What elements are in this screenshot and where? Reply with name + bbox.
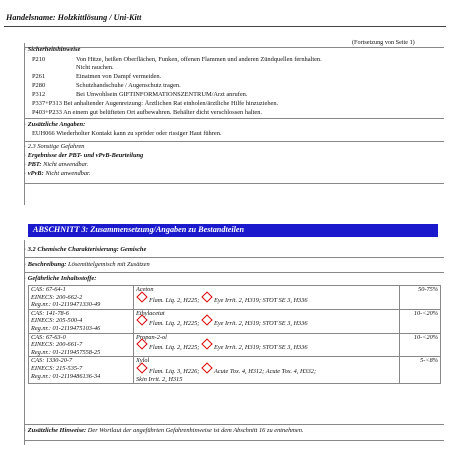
substance-cell [134,333,400,357]
hazardous-ingredients-title: Gefährliche Inhaltsstoffe: [27,275,97,282]
hazard-line [136,341,397,352]
extra-heading: · Zusätzliche Angaben: [24,121,86,128]
hazard-line [136,294,397,305]
cas-number: CAS: 67-64-1 [31,286,66,293]
hazard-line [136,317,397,328]
description: · Beschreibung: Lösemittelgemisch mit Zusätzen [24,261,150,268]
pbt-assessment: · Ergebnisse der PBT- und vPvB-Beurteilung [24,152,144,159]
divider [24,424,444,425]
id-cell [29,357,134,384]
table-row [29,286,441,310]
id-cell [29,333,134,357]
substance-cell [134,357,400,384]
substance-cell [134,286,400,310]
einecs-number: EINECS: 215-535-7 [31,364,83,372]
id-cell [29,309,134,333]
hazard-class: Flam. Liq. 2, H225; [149,320,200,328]
substance-name: Ethylacetat [136,309,165,317]
hazard-class: Eye Irrit. 2, H319; STOT SE 3, H336 [213,344,308,352]
reg-number: Reg.nr.: 01-2119471330-49 [31,301,101,309]
safety-code: P261 [32,73,46,80]
page-header [0,0,450,33]
reg-number: Reg.nr.: 01-2119457558-25 [31,348,101,356]
flame-icon [136,315,147,326]
notes-label: Zusätzliche Hinweise: [27,427,87,434]
exclamation-icon [201,315,212,326]
ingredients-table [28,285,441,384]
safety-text: Einatmen von Dampf vermeiden. [76,73,162,80]
vpvb-label: vPvB: [27,170,44,177]
safety-heading: · Sicherheitshinweise [24,46,81,53]
table-row [29,333,441,357]
divider [24,440,444,441]
divider [24,257,444,258]
cas-number: CAS: 1330-20-7 [31,357,73,365]
pbt-line: · PBT: Nicht anwendbar. [24,161,89,168]
trade-name: Handelsname: Holzkittlösung / Uni-Kitt [6,13,142,22]
section3-banner [28,224,438,237]
pbt-label: PBT: [27,161,42,168]
divider [24,118,444,119]
cas-number: CAS: 67-63-0 [31,333,66,341]
pbt-value: Nicht anwendbar. [43,161,89,168]
hazard-class: Skin Irrit. 2, H315 [136,375,183,383]
divider [24,272,444,273]
exclamation-icon [201,362,212,373]
chem-char: · 3.2 Chemische Charakterisierung: Gemische [24,246,147,253]
substance-name: Xylol [136,357,150,365]
exclamation-icon [201,338,212,349]
vpvb-value: Nicht anwendbar. [45,170,91,177]
einecs-number: EINECS: 205-500-4 [31,317,83,325]
hazard-class: Flam. Liq. 2, H225; [149,344,200,352]
hazard-class: Eye Irrit. 2, H319; STOT SE 3, H336 [213,296,308,304]
table-row [29,357,441,384]
concentration: 5-<8% [400,357,441,384]
hazard-line [136,365,397,376]
safety-text: Schutzhandschuhe / Augenschutz tragen. [76,82,181,89]
safety-code: P210 [32,56,46,63]
substance-name: Propan-2-ol [136,333,167,341]
extra-text: EUH066 Wiederholter Kontakt kann zu spröder oder rissiger Haut führen. [32,130,222,137]
extra-heading-text: Zusätzliche Angaben: [27,121,86,128]
exclamation-icon [201,291,212,302]
safety-text: Nicht rauchen. [76,64,114,71]
section3-title: ABSCHNITT 3: Zusammensetzung/Angaben zu Bestandteilen [33,225,245,234]
divider [24,141,444,142]
hazard-class: Eye Irrit. 2, H319; STOT SE 3, H336 [213,320,308,328]
reg-number: Reg.nr.: 01-2119486136-34 [31,372,101,380]
header-divider [4,26,446,27]
notes-value: Der Wortlaut der angeführten Gefahrenhinweise ist dem Abschnitt 16 zu entnehmen. [87,427,304,434]
concentration: 50-75% [400,286,441,310]
hazard-class: Flam. Liq. 2, H225; [149,296,200,304]
continuation-note: (Fortsetzung von Seite 1) [352,39,415,46]
reg-number: Reg.nr.: 01-2119475103-46 [31,324,101,332]
hazard-class: Flam. Liq. 3, H226; [149,367,200,375]
concentration: 10-<20% [400,309,441,333]
other-hazards: · 2.3 Sonstige Gefahren [24,143,85,150]
concentration: 10-<20% [400,333,441,357]
cas-number: CAS: 141-78-6 [31,309,69,317]
safety-combo: P337+P313 Bei anhaltender Augenreizung: Ärztlichen Rat einholen/ärztliche Hilfe hinzuziehen. [32,100,279,107]
id-cell [29,286,134,310]
description-value: Lösemittelgemisch mit Zusätzen [68,261,150,268]
divider [24,183,444,184]
hazard-class: Acute Tox. 4, H312; Acute Tox. 4, H332; [213,367,317,375]
safety-code: P280 [32,82,46,89]
einecs-number: EINECS: 200-662-2 [31,293,83,301]
pbt-assessment-title: Ergebnisse der PBT- und vPvB-Beurteilung [27,152,144,159]
vpvb-line: · vPvB: Nicht anwendbar. [24,170,91,177]
substance-name: Aceton [136,286,154,293]
hazardous-ingredients: · Gefährliche Inhaltsstoffe: [24,275,97,282]
section3-bracket [24,240,25,445]
substance-cell [134,309,400,333]
additional-notes: · Zusätzliche Hinweise: Der Wortlaut der angeführten Gefahrenhinweise ist dem Abschnitt 16 zu entnehmen. [24,427,304,434]
safety-heading-text: Sicherheitshinweise [27,46,81,53]
safety-text: Von Hitze, heißen Oberflächen, Funken, offenen Flammen und anderen Zündquellen fernhalten. [76,56,322,63]
safety-code: P312 [32,91,46,98]
safety-combo: P403+P233 An einem gut belüfteten Ort aufbewahren. Behälter dicht verschlossen halten. [32,109,263,116]
chem-char-title: 3.2 Chemische Charakterisierung: Gemische [27,246,147,253]
einecs-number: EINECS: 200-661-7 [31,341,83,349]
flame-icon [136,338,147,349]
other-hazards-title: 2.3 Sonstige Gefahren [27,143,85,150]
table-row [29,309,441,333]
safety-text: Bei Unwohlsein GIFTINFORMATIONSZENTRUM/Arzt anrufen. [76,91,248,98]
description-label: Beschreibung: [27,261,67,268]
